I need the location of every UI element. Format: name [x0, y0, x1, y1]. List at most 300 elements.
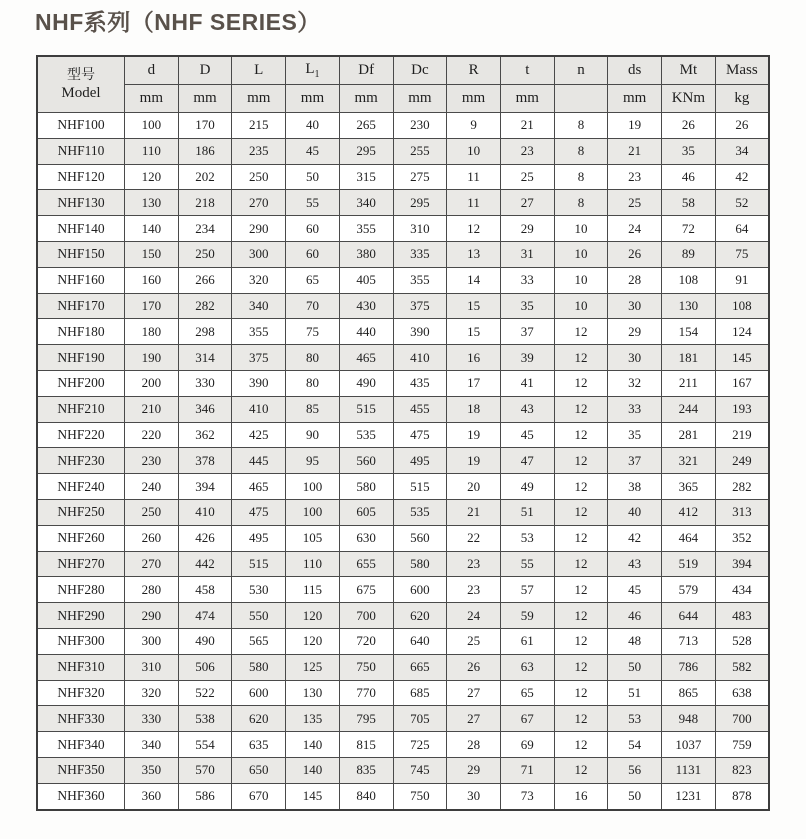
cell-R: 12: [447, 216, 501, 242]
cell-n: 8: [554, 138, 608, 164]
cell-D: 538: [178, 706, 232, 732]
cell-L: 290: [232, 216, 286, 242]
cell-n: 12: [554, 422, 608, 448]
cell-d: 240: [125, 474, 179, 500]
cell-L1: 45: [286, 138, 340, 164]
cell-Dc: 335: [393, 241, 447, 267]
cell-t: 73: [500, 783, 554, 809]
column-header-Df: Df: [339, 56, 393, 85]
table-row: [37, 603, 769, 629]
cell-t: 53: [500, 525, 554, 551]
table-row: [37, 474, 769, 500]
table-row: [37, 422, 769, 448]
cell-D: 218: [178, 190, 232, 216]
cell-ds: 28: [608, 267, 662, 293]
cell-n: 12: [554, 448, 608, 474]
cell-D: 170: [178, 113, 232, 139]
table-row: [37, 164, 769, 190]
cell-Df: 815: [339, 732, 393, 758]
cell-Dc: 535: [393, 499, 447, 525]
model-header-en: Model: [61, 85, 101, 101]
cell-Mt: 948: [662, 706, 716, 732]
table-row: [37, 319, 769, 345]
cell-n: 8: [554, 164, 608, 190]
cell-Dc: 355: [393, 267, 447, 293]
cell-model: NHF340: [37, 732, 125, 758]
cell-Dc: 600: [393, 577, 447, 603]
cell-Mt: 35: [662, 138, 716, 164]
cell-L1: 60: [286, 241, 340, 267]
cell-L: 635: [232, 732, 286, 758]
cell-Mt: 89: [662, 241, 716, 267]
cell-t: 57: [500, 577, 554, 603]
cell-model: NHF110: [37, 138, 125, 164]
cell-D: 362: [178, 422, 232, 448]
cell-D: 266: [178, 267, 232, 293]
table-row: [37, 138, 769, 164]
cell-ds: 50: [608, 654, 662, 680]
cell-n: 12: [554, 551, 608, 577]
cell-d: 230: [125, 448, 179, 474]
cell-Mass: 313: [715, 499, 769, 525]
cell-Mt: 321: [662, 448, 716, 474]
column-header-model: [37, 56, 125, 113]
cell-n: 8: [554, 113, 608, 139]
column-header-D: D: [178, 56, 232, 85]
cell-D: 250: [178, 241, 232, 267]
cell-t: 49: [500, 474, 554, 500]
cell-Mass: 759: [715, 732, 769, 758]
cell-Df: 720: [339, 628, 393, 654]
cell-n: 12: [554, 706, 608, 732]
cell-n: 10: [554, 267, 608, 293]
table-body: [37, 113, 769, 810]
cell-L1: 125: [286, 654, 340, 680]
cell-L: 375: [232, 345, 286, 371]
cell-Df: 355: [339, 216, 393, 242]
cell-Mt: 519: [662, 551, 716, 577]
cell-d: 330: [125, 706, 179, 732]
cell-Mt: 713: [662, 628, 716, 654]
table-row: [37, 241, 769, 267]
column-unit-D: mm: [178, 85, 232, 113]
cell-d: 310: [125, 654, 179, 680]
cell-Df: 380: [339, 241, 393, 267]
cell-Df: 340: [339, 190, 393, 216]
cell-Dc: 515: [393, 474, 447, 500]
cell-t: 65: [500, 680, 554, 706]
cell-Dc: 375: [393, 293, 447, 319]
table-row: [37, 370, 769, 396]
cell-t: 29: [500, 216, 554, 242]
cell-t: 21: [500, 113, 554, 139]
cell-L1: 55: [286, 190, 340, 216]
cell-ds: 29: [608, 319, 662, 345]
cell-ds: 23: [608, 164, 662, 190]
cell-ds: 25: [608, 190, 662, 216]
cell-R: 16: [447, 345, 501, 371]
cell-n: 12: [554, 654, 608, 680]
cell-L: 390: [232, 370, 286, 396]
cell-ds: 43: [608, 551, 662, 577]
cell-n: 12: [554, 603, 608, 629]
cell-Dc: 560: [393, 525, 447, 551]
table-row: [37, 654, 769, 680]
cell-Mt: 211: [662, 370, 716, 396]
cell-n: 12: [554, 396, 608, 422]
cell-D: 314: [178, 345, 232, 371]
cell-Dc: 230: [393, 113, 447, 139]
cell-Mass: 878: [715, 783, 769, 809]
cell-ds: 40: [608, 499, 662, 525]
cell-ds: 30: [608, 293, 662, 319]
cell-Mt: 244: [662, 396, 716, 422]
cell-d: 210: [125, 396, 179, 422]
cell-Df: 465: [339, 345, 393, 371]
table-row: [37, 525, 769, 551]
cell-d: 110: [125, 138, 179, 164]
cell-Mt: 865: [662, 680, 716, 706]
cell-t: 51: [500, 499, 554, 525]
cell-Mt: 181: [662, 345, 716, 371]
cell-Df: 655: [339, 551, 393, 577]
cell-L: 250: [232, 164, 286, 190]
column-unit-Df: mm: [339, 85, 393, 113]
cell-Mt: 786: [662, 654, 716, 680]
cell-Mass: 483: [715, 603, 769, 629]
cell-L1: 40: [286, 113, 340, 139]
cell-d: 180: [125, 319, 179, 345]
table-row: [37, 267, 769, 293]
cell-Dc: 620: [393, 603, 447, 629]
cell-d: 260: [125, 525, 179, 551]
cell-model: NHF320: [37, 680, 125, 706]
cell-R: 11: [447, 164, 501, 190]
cell-R: 14: [447, 267, 501, 293]
column-header-ds: ds: [608, 56, 662, 85]
cell-n: 10: [554, 216, 608, 242]
page-title: NHF系列（NHF SERIES）: [35, 9, 321, 35]
cell-Df: 295: [339, 138, 393, 164]
cell-L: 550: [232, 603, 286, 629]
cell-Df: 490: [339, 370, 393, 396]
cell-L: 410: [232, 396, 286, 422]
cell-ds: 45: [608, 577, 662, 603]
cell-L: 600: [232, 680, 286, 706]
cell-Dc: 255: [393, 138, 447, 164]
cell-Mass: 42: [715, 164, 769, 190]
cell-D: 282: [178, 293, 232, 319]
cell-L: 445: [232, 448, 286, 474]
cell-L1: 120: [286, 628, 340, 654]
column-header-Dc: Dc: [393, 56, 447, 85]
cell-D: 522: [178, 680, 232, 706]
table-row: [37, 577, 769, 603]
cell-Df: 605: [339, 499, 393, 525]
cell-ds: 33: [608, 396, 662, 422]
header-row-labels: [37, 56, 769, 85]
cell-R: 26: [447, 654, 501, 680]
cell-model: NHF150: [37, 241, 125, 267]
cell-Dc: 275: [393, 164, 447, 190]
cell-Mt: 1131: [662, 757, 716, 783]
cell-R: 27: [447, 706, 501, 732]
cell-ds: 38: [608, 474, 662, 500]
cell-ds: 30: [608, 345, 662, 371]
cell-model: NHF200: [37, 370, 125, 396]
cell-Mass: 434: [715, 577, 769, 603]
cell-n: 12: [554, 680, 608, 706]
column-header-L1: $L_1$: [286, 56, 340, 85]
cell-L1: 120: [286, 603, 340, 629]
cell-Mass: 352: [715, 525, 769, 551]
cell-t: 41: [500, 370, 554, 396]
cell-n: 16: [554, 783, 608, 809]
cell-model: NHF270: [37, 551, 125, 577]
cell-t: 31: [500, 241, 554, 267]
cell-d: 140: [125, 216, 179, 242]
column-unit-L1: mm: [286, 85, 340, 113]
cell-n: 8: [554, 190, 608, 216]
cell-R: 9: [447, 113, 501, 139]
cell-L: 300: [232, 241, 286, 267]
cell-R: 20: [447, 474, 501, 500]
cell-L: 495: [232, 525, 286, 551]
cell-R: 24: [447, 603, 501, 629]
cell-Mass: 124: [715, 319, 769, 345]
cell-R: 17: [447, 370, 501, 396]
cell-L1: 115: [286, 577, 340, 603]
cell-d: 170: [125, 293, 179, 319]
cell-d: 340: [125, 732, 179, 758]
cell-ds: 51: [608, 680, 662, 706]
column-header-n: n: [554, 56, 608, 85]
cell-t: 43: [500, 396, 554, 422]
cell-R: 10: [447, 138, 501, 164]
cell-R: 23: [447, 577, 501, 603]
column-unit-Mt: KNm: [662, 85, 716, 113]
cell-model: NHF260: [37, 525, 125, 551]
cell-ds: 24: [608, 216, 662, 242]
cell-d: 360: [125, 783, 179, 809]
cell-Df: 840: [339, 783, 393, 809]
cell-Mt: 72: [662, 216, 716, 242]
cell-Df: 675: [339, 577, 393, 603]
column-unit-Mass: kg: [715, 85, 769, 113]
cell-t: 71: [500, 757, 554, 783]
cell-n: 12: [554, 732, 608, 758]
cell-d: 280: [125, 577, 179, 603]
cell-Df: 700: [339, 603, 393, 629]
table-row: [37, 216, 769, 242]
cell-ds: 54: [608, 732, 662, 758]
cell-model: NHF220: [37, 422, 125, 448]
cell-Dc: 725: [393, 732, 447, 758]
cell-L: 620: [232, 706, 286, 732]
cell-L: 355: [232, 319, 286, 345]
cell-L1: 80: [286, 370, 340, 396]
column-unit-L: mm: [232, 85, 286, 113]
cell-D: 554: [178, 732, 232, 758]
cell-model: NHF130: [37, 190, 125, 216]
cell-D: 234: [178, 216, 232, 242]
cell-L1: 145: [286, 783, 340, 809]
cell-Df: 795: [339, 706, 393, 732]
cell-L: 515: [232, 551, 286, 577]
cell-Mass: 823: [715, 757, 769, 783]
cell-Df: 430: [339, 293, 393, 319]
cell-Dc: 495: [393, 448, 447, 474]
cell-Df: 315: [339, 164, 393, 190]
cell-n: 12: [554, 628, 608, 654]
cell-Dc: 745: [393, 757, 447, 783]
column-header-Mt: Mt: [662, 56, 716, 85]
table-row: [37, 680, 769, 706]
cell-L1: 130: [286, 680, 340, 706]
cell-Dc: 580: [393, 551, 447, 577]
cell-Dc: 435: [393, 370, 447, 396]
cell-D: 442: [178, 551, 232, 577]
cell-L1: 60: [286, 216, 340, 242]
cell-Mass: 219: [715, 422, 769, 448]
cell-L: 530: [232, 577, 286, 603]
cell-Dc: 295: [393, 190, 447, 216]
cell-n: 12: [554, 319, 608, 345]
cell-Mt: 464: [662, 525, 716, 551]
cell-t: 37: [500, 319, 554, 345]
cell-model: NHF280: [37, 577, 125, 603]
cell-Mass: 700: [715, 706, 769, 732]
cell-t: 27: [500, 190, 554, 216]
cell-Dc: 750: [393, 783, 447, 809]
column-header-Mass: Mass: [715, 56, 769, 85]
cell-Df: 630: [339, 525, 393, 551]
cell-R: 19: [447, 422, 501, 448]
cell-d: 270: [125, 551, 179, 577]
cell-model: NHF210: [37, 396, 125, 422]
cell-ds: 32: [608, 370, 662, 396]
cell-d: 150: [125, 241, 179, 267]
cell-D: 490: [178, 628, 232, 654]
table-row: [37, 345, 769, 371]
cell-L: 475: [232, 499, 286, 525]
cell-D: 506: [178, 654, 232, 680]
cell-d: 320: [125, 680, 179, 706]
cell-ds: 21: [608, 138, 662, 164]
cell-D: 186: [178, 138, 232, 164]
cell-L: 425: [232, 422, 286, 448]
cell-L1: 110: [286, 551, 340, 577]
cell-L1: 95: [286, 448, 340, 474]
cell-model: NHF240: [37, 474, 125, 500]
cell-t: 55: [500, 551, 554, 577]
cell-t: 25: [500, 164, 554, 190]
cell-Mass: 64: [715, 216, 769, 242]
cell-R: 27: [447, 680, 501, 706]
cell-t: 23: [500, 138, 554, 164]
cell-R: 19: [447, 448, 501, 474]
table-row: [37, 783, 769, 809]
cell-ds: 53: [608, 706, 662, 732]
table-row: [37, 448, 769, 474]
cell-ds: 42: [608, 525, 662, 551]
cell-L: 650: [232, 757, 286, 783]
cell-d: 290: [125, 603, 179, 629]
table-row: [37, 757, 769, 783]
cell-L: 270: [232, 190, 286, 216]
cell-D: 410: [178, 499, 232, 525]
cell-Dc: 455: [393, 396, 447, 422]
cell-Mt: 130: [662, 293, 716, 319]
cell-Mass: 75: [715, 241, 769, 267]
cell-d: 160: [125, 267, 179, 293]
cell-d: 190: [125, 345, 179, 371]
cell-L1: 70: [286, 293, 340, 319]
cell-model: NHF160: [37, 267, 125, 293]
cell-Mass: 108: [715, 293, 769, 319]
cell-Dc: 310: [393, 216, 447, 242]
table-row: [37, 190, 769, 216]
cell-Mass: 193: [715, 396, 769, 422]
cell-Mt: 58: [662, 190, 716, 216]
cell-d: 350: [125, 757, 179, 783]
cell-L1: 85: [286, 396, 340, 422]
cell-L1: 135: [286, 706, 340, 732]
cell-L1: 100: [286, 499, 340, 525]
cell-n: 12: [554, 370, 608, 396]
cell-L1: 90: [286, 422, 340, 448]
cell-Dc: 665: [393, 654, 447, 680]
cell-D: 330: [178, 370, 232, 396]
cell-Mt: 1037: [662, 732, 716, 758]
cell-t: 63: [500, 654, 554, 680]
cell-R: 28: [447, 732, 501, 758]
cell-Mass: 34: [715, 138, 769, 164]
cell-Mass: 52: [715, 190, 769, 216]
table-row: [37, 706, 769, 732]
cell-L1: 105: [286, 525, 340, 551]
cell-Df: 835: [339, 757, 393, 783]
cell-Dc: 640: [393, 628, 447, 654]
cell-R: 18: [447, 396, 501, 422]
cell-ds: 37: [608, 448, 662, 474]
cell-model: NHF230: [37, 448, 125, 474]
cell-Mass: 638: [715, 680, 769, 706]
table-row: [37, 113, 769, 139]
cell-model: NHF330: [37, 706, 125, 732]
cell-n: 12: [554, 474, 608, 500]
cell-n: 10: [554, 293, 608, 319]
cell-Mass: 167: [715, 370, 769, 396]
cell-L: 465: [232, 474, 286, 500]
cell-ds: 46: [608, 603, 662, 629]
column-unit-n: [554, 85, 608, 113]
cell-D: 394: [178, 474, 232, 500]
cell-Dc: 410: [393, 345, 447, 371]
cell-L1: 75: [286, 319, 340, 345]
table-header: [37, 56, 769, 113]
cell-ds: 19: [608, 113, 662, 139]
cell-Mass: 26: [715, 113, 769, 139]
cell-L1: 80: [286, 345, 340, 371]
cell-model: NHF350: [37, 757, 125, 783]
cell-Mass: 394: [715, 551, 769, 577]
cell-Df: 515: [339, 396, 393, 422]
cell-R: 11: [447, 190, 501, 216]
cell-Mass: 145: [715, 345, 769, 371]
cell-t: 45: [500, 422, 554, 448]
cell-ds: 50: [608, 783, 662, 809]
